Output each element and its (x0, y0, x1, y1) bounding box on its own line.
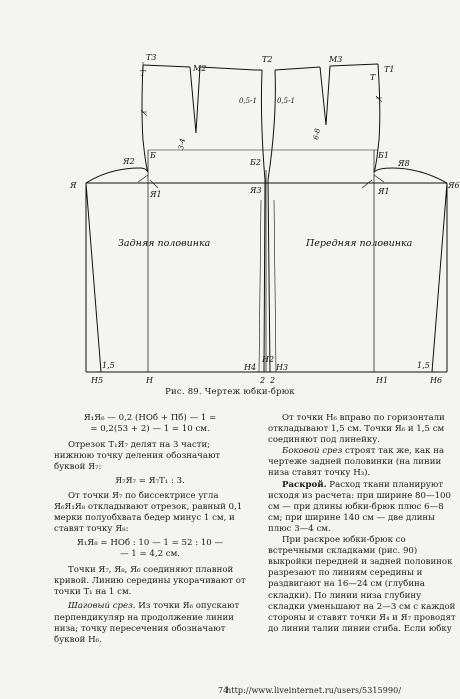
center-fine-2 (259, 200, 261, 372)
figure-caption: Рис. 89. Чертеж юбки-брюк (165, 387, 295, 397)
label-M3: М3 (329, 55, 343, 64)
formula-3b: — 1 = 4,2 см. (119, 549, 181, 560)
label-H5: Н5 (91, 376, 104, 385)
front-crotch-curve (374, 168, 447, 183)
label-T3: Т3 (146, 53, 157, 62)
label-Ya: Я (70, 181, 77, 190)
label-2a: 2 (260, 376, 266, 385)
formula-3: Я₁Я₈ = НОб : 10 — 1 = 52 : 10 — (76, 537, 224, 548)
paragraph-r3 (268, 480, 460, 535)
label-center-left: 0,5-1 (239, 97, 257, 105)
label-H2: Н2 (262, 355, 275, 364)
part-back-name: Задняя половинка (118, 238, 211, 249)
front-waist-line (275, 64, 378, 70)
front-dart (320, 66, 330, 125)
label-M2: М2 (193, 64, 207, 73)
paragraph-1: Отрезок Т₁Я₇ делят на 3 части; нижнюю точку деления обозначают буквой Я₇: (54, 440, 221, 473)
right-text-column (268, 413, 460, 635)
label-H1: Н1 (376, 376, 389, 385)
label-center-right: 0,5-1 (277, 97, 295, 105)
paragraph-2: От точки Я₇ по биссектрисе угла Я₆Я₁Я₈ откладывают отрезок, равный 0,1 мерки полуобхвата бедер минус 1 см, и ставят точку Я₈: (54, 490, 243, 534)
label-B2: Б2 (250, 158, 261, 167)
label-T: Т (140, 69, 146, 78)
back-dart (190, 67, 200, 133)
paragraph-r4: При раскрое юбки-брюк со встречными складками (рис. 90) выкройки передней и задней половинок разрезают по линиям середины и раздвигают на 16—24 см (глубина складки). По линии низа глубину складки уменьшают на 2—3 см с каждой стороны и ставят точки Я₄ и Я₇ проводят до линии талии линии сгиба. Если юбку (268, 535, 456, 634)
label-B: Б (150, 151, 156, 160)
back-outer-leg (86, 183, 101, 372)
source-url: http://www.liveinternet.ru/users/5315990/ (226, 686, 402, 695)
label-T2: Т2 (262, 55, 273, 64)
page-number: 74 (218, 686, 229, 695)
paragraph-r3-lead: Раскрой. (282, 479, 327, 490)
label-2b: 2 (270, 376, 276, 385)
label-H3: Н3 (276, 363, 289, 372)
label-Ya1: Я1 (150, 190, 162, 199)
tick-right (376, 96, 382, 102)
label-back-dart: 3-4 (177, 137, 187, 151)
label-1-5-right: 1,5 (417, 361, 430, 370)
paragraph-r2 (268, 446, 460, 479)
label-front-dart: 6-8 (312, 127, 322, 141)
paragraph-4-lead: Шаговый срез. (68, 601, 136, 612)
left-text-column (54, 413, 246, 646)
back-side-curve (142, 65, 148, 172)
paragraph-4 (54, 601, 246, 645)
label-Ya8: Я8 (398, 159, 410, 168)
paragraph-r1: От точки Н₆ вправо по горизонтали откладывают 1,5 см. Точки Я₆ и 1,5 см соединяют под линейку. (268, 413, 445, 446)
paragraph-r2-body: строят так же, как на чертеже задней половинки (на линии низа ставят точку Н₃). (268, 446, 445, 479)
formula-2: Я₇Я₇ = Я₇Т₁ : 3. (115, 476, 185, 487)
label-Ya3: Я3 (250, 186, 262, 195)
label-H4: Н4 (244, 363, 257, 372)
center-fine-3 (274, 200, 276, 372)
label-H: Н (146, 376, 153, 385)
front-outer-leg (432, 183, 447, 372)
label-Ya2: Я2 (123, 157, 135, 166)
paragraph-r2-lead: Боковой срез (282, 446, 343, 457)
label-Ya-r1: Я1 (378, 187, 390, 196)
label-B1: Б1 (378, 151, 389, 160)
part-front-name: Передняя половинка (306, 238, 413, 249)
formula-1b: = 0,2(53 + 2) — 1 = 10 см. (90, 424, 210, 435)
label-1-5-left: 1,5 (102, 361, 115, 370)
label-Ya6: Я6 (448, 181, 460, 190)
back-crotch-curve (86, 168, 148, 183)
label-T-right: Т (370, 73, 376, 82)
paragraph-r3-body: Расход ткани планируют исходя из расчета: при ширине 80—100 см — при длины юбки-брюк плюс 6—8 см; при ширине 140 см — две длины плюс 3—4 см. (268, 479, 451, 534)
center-left-curve (261, 70, 265, 372)
formula-1: Я₁Я₆ — 0,2 (НОб + Пб) — 1 = (83, 413, 217, 423)
label-T1: Т1 (384, 65, 395, 74)
label-H6: Н6 (430, 376, 443, 385)
paragraph-3: Точки Я₇, Я₈, Я₆ соединяют плавной кривой. Линию середины укорачивают от точки Т₁ на 1 см. (54, 565, 246, 598)
paragraph-4-body: Из точки Я₆ опускают перпендикуляр на продолжение линии низа; точку пересечения обозначают буквой Н₆. (54, 601, 240, 645)
